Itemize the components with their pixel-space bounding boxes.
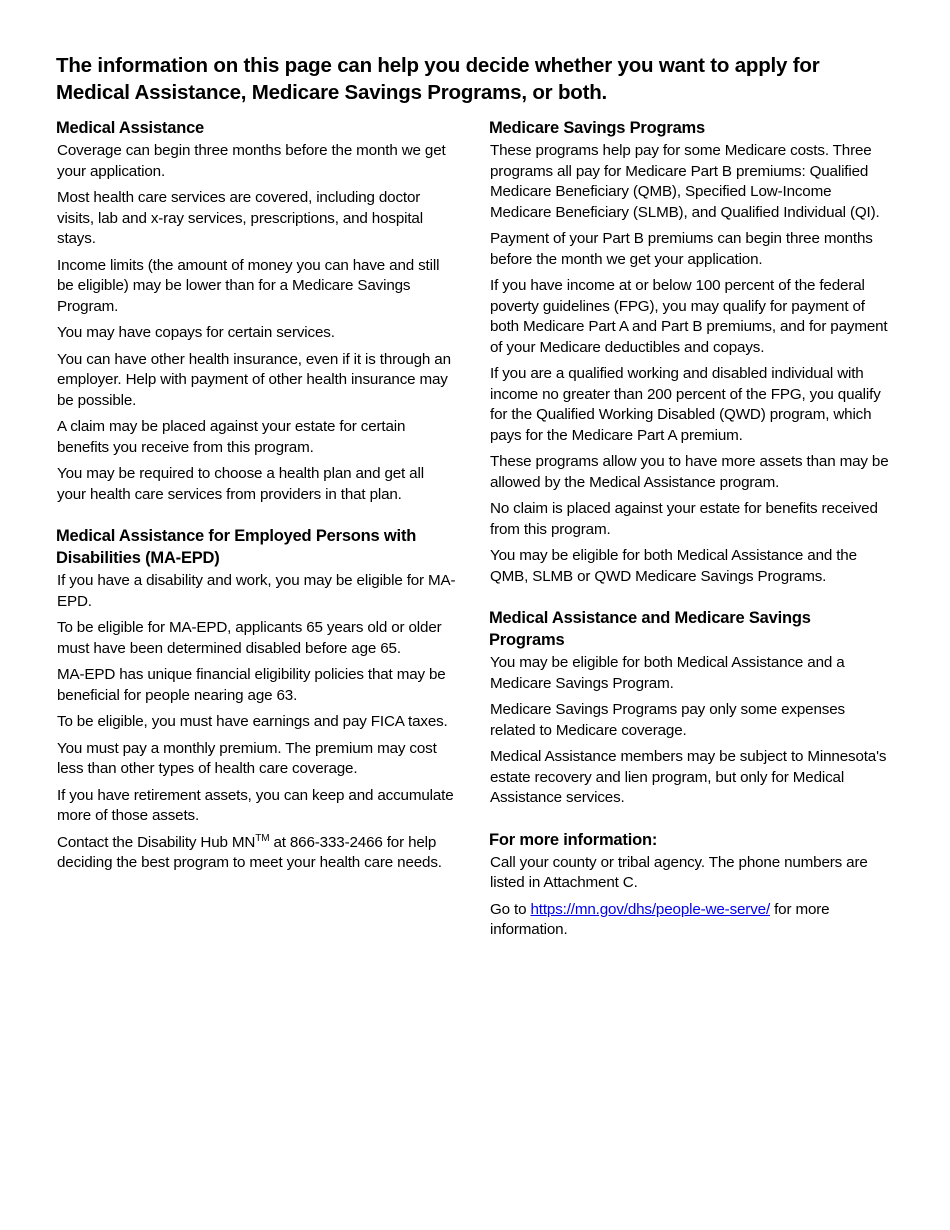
paragraph: If you have income at or below 100 percent of the federal poverty guidelines (FPG), you may qualify for payment of both Medicare Part A and Part B premiums, and for payment of your Medicare deductibles and copays.	[490, 277, 888, 356]
paragraph: You may be required to choose a health plan and get all your health care services from providers in that plan.	[57, 465, 424, 503]
paragraph: These programs help pay for some Medicare costs. Three programs all pay for Medicare Part B premiums: Qualified Medicare Beneficiary (QMB), Specified Low-Income Medicare Beneficiary (SLMB), and Qualified Individual (QI).	[490, 142, 880, 221]
goto-prefix: Go to	[490, 900, 531, 918]
medicare-savings-heading: Medicare Savings Programs	[489, 119, 706, 137]
paragraph: You may be eligible for both Medical Assistance and the QMB, SLMB or QWD Medicare Savings Programs.	[490, 547, 857, 585]
paragraph: You can have other health insurance, even if it is through an employer. Help with payment of other health insurance may be possible.	[57, 350, 451, 409]
paragraph: No claim is placed against your estate for benefits received from this program.	[490, 500, 878, 538]
right-column	[489, 117, 889, 961]
trademark-mark: TM	[255, 832, 270, 844]
paragraph: You may be eligible for both Medical Assistance and a Medicare Savings Program.	[490, 654, 845, 692]
ma-and-msp-heading: Medical Assistance and Medicare Savings Programs	[489, 609, 811, 649]
ma-and-msp-section	[489, 607, 889, 809]
paragraph: Most health care services are covered, including doctor visits, lab and x-ray services, prescriptions, and hospital stays.	[57, 189, 423, 247]
paragraph: Payment of your Part B premiums can begin three months before the month we get your application.	[490, 230, 873, 268]
more-info-section	[489, 829, 889, 941]
disability-hub-contact	[57, 833, 456, 874]
goto-suffix: for more information.	[490, 900, 830, 938]
call-agency-text: Call your county or tribal agency. The phone numbers are listed in Attachment C.	[490, 853, 868, 891]
left-column	[56, 117, 456, 894]
paragraph: You may have copays for certain services.	[57, 324, 335, 341]
paragraph: If you have retirement assets, you can keep and accumulate more of those assets.	[57, 786, 454, 824]
paragraph: If you are a qualified working and disabled individual with income no greater than 200 percent of the FPG, you qualify for the Qualified Working Disabled (QWD) program, which pays for the Medicare Part A premium.	[490, 365, 881, 444]
paragraph: MA-EPD has unique financial eligibility policies that may be beneficial for people nearing age 63.	[57, 666, 446, 704]
medical-assistance-heading: Medical Assistance	[56, 119, 205, 137]
paragraph: To be eligible, you must have earnings and pay FICA taxes.	[57, 713, 448, 730]
medicare-savings-section	[489, 117, 889, 587]
paragraph: These programs allow you to have more assets than may be allowed by the Medical Assistance program.	[490, 453, 889, 491]
ma-epd-section	[56, 525, 456, 874]
page-title: The information on this page can help you decide whether you want to apply for Medical Assistance, Medicare Savings Programs, or both.	[56, 54, 820, 104]
contact-text-end: at 866-333-2466 for help deciding the best program to meet your health care needs.	[57, 833, 442, 871]
paragraph: A claim may be placed against your estate for certain benefits you receive from this program.	[57, 418, 406, 456]
paragraph: Medical Assistance members may be subject to Minnesota's estate recovery and lien program, but only for Medical Assistance services.	[490, 748, 887, 806]
ma-epd-heading: Medical Assistance for Employed Persons with Disabilities (MA-EPD)	[56, 527, 417, 567]
paragraph: Medicare Savings Programs pay only some expenses related to Medicare coverage.	[490, 701, 845, 739]
paragraph: If you have a disability and work, you may be eligible for MA-EPD.	[57, 572, 456, 610]
contact-text-start: Contact the Disability Hub MN	[57, 833, 256, 851]
paragraph: Income limits (the amount of money you can have and still be eligible) may be lower than for a Medicare Savings Program.	[57, 256, 440, 315]
paragraph: To be eligible for MA-EPD, applicants 65 years old or older must have been determined disabled before age 65.	[57, 619, 442, 657]
medical-assistance-section	[56, 117, 456, 505]
goto-text	[490, 900, 889, 941]
dhs-website-link[interactable]: https://mn.gov/dhs/people-we-serve/	[530, 900, 771, 918]
paragraph: Coverage can begin three months before the month we get your application.	[57, 142, 446, 180]
more-info-heading: For more information:	[489, 830, 658, 849]
paragraph: You must pay a monthly premium. The premium may cost less than other types of health care coverage.	[57, 739, 437, 777]
